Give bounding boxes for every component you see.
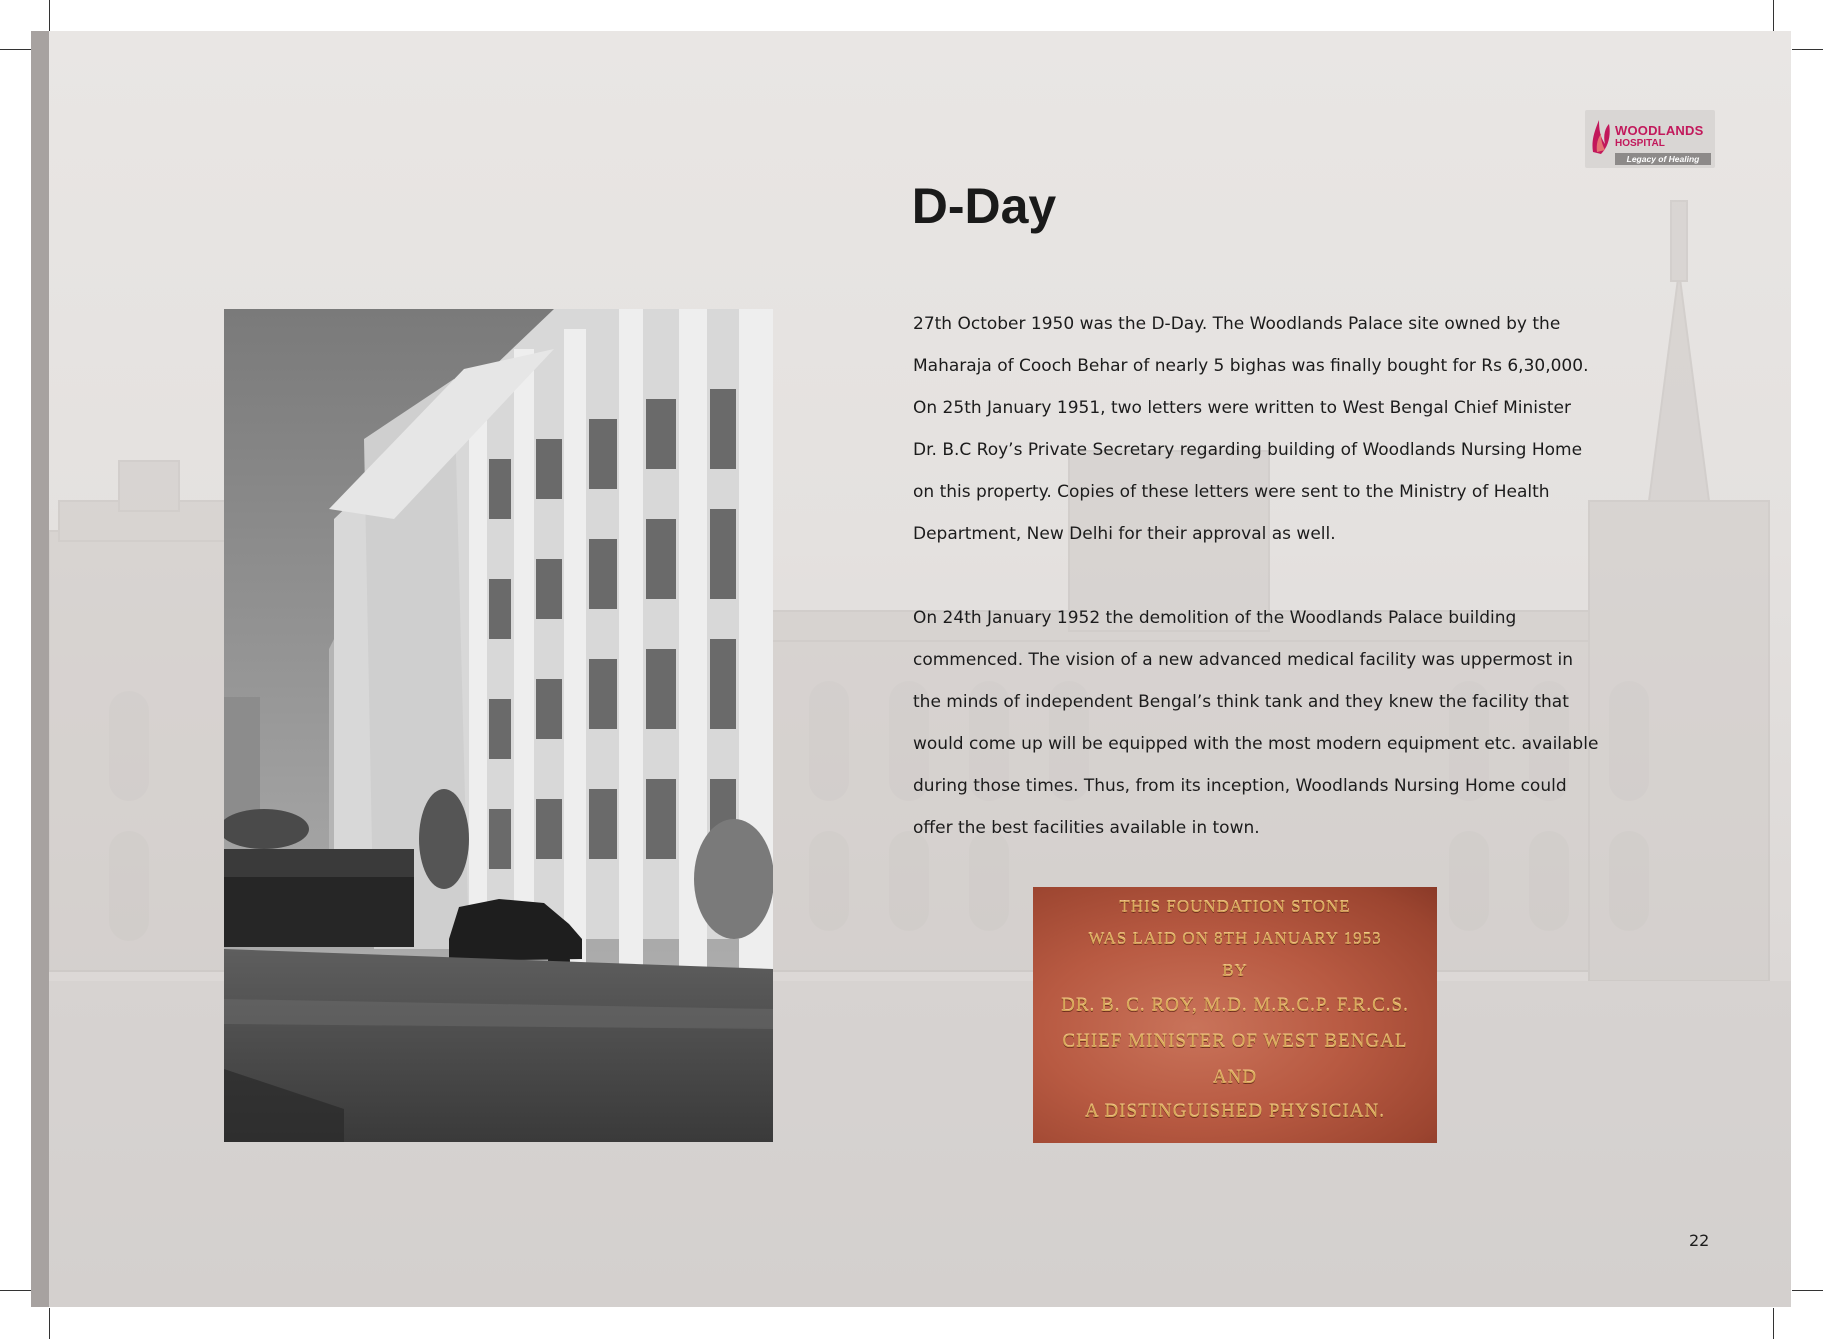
logo-flame-icon — [1589, 116, 1613, 156]
crop-mark — [1773, 0, 1774, 31]
page-spine — [31, 31, 49, 1307]
stone-inscription-line: WAS LAID ON 8TH JANUARY 1953 — [1088, 929, 1382, 948]
page — [49, 31, 1791, 1307]
stone-inscription-line: DR. B. C. ROY, M.D. M.R.C.P. F.R.C.S. — [1061, 995, 1409, 1016]
crop-mark — [1773, 1308, 1774, 1339]
text-line: Department, New Delhi for their approval as well. — [913, 524, 1336, 544]
stone-inscription-line: AND — [1212, 1067, 1258, 1088]
text-line: the minds of independent Bengal’s think tank and they knew the facility that — [913, 692, 1569, 712]
crop-mark — [1792, 1290, 1823, 1291]
crop-mark — [49, 0, 50, 31]
text-line: On 25th January 1951, two letters were written to West Bengal Chief Minister — [913, 398, 1571, 418]
page-number: 22 — [1689, 1231, 1710, 1250]
crop-mark — [49, 1308, 50, 1339]
text-line: On 24th January 1952 the demolition of the Woodlands Palace building — [913, 608, 1517, 628]
text-line: commenced. The vision of a new advanced medical facility was uppermost in — [913, 650, 1574, 670]
foundation-stone-photo — [1033, 887, 1437, 1143]
paragraph-d-day — [913, 303, 1633, 555]
woodlands-logo — [1585, 110, 1715, 168]
text-line: on this property. Copies of these letters were sent to the Ministry of Health — [913, 482, 1550, 502]
paragraph-demolition — [913, 597, 1633, 849]
stone-inscription-line: A DISTINGUISHED PHYSICIAN. — [1085, 1101, 1385, 1122]
text-line: would come up will be equipped with the most modern equipment etc. available — [913, 734, 1599, 754]
text-line: during those times. Thus, from its inception, Woodlands Nursing Home could — [913, 776, 1567, 796]
crop-mark — [0, 49, 31, 50]
crop-mark — [1792, 49, 1823, 50]
hospital-building-photo — [224, 309, 773, 1142]
text-line: Maharaja of Cooch Behar of nearly 5 bighas was finally bought for Rs 6,30,000. — [913, 356, 1589, 376]
page-title: D-Day — [911, 178, 1057, 234]
stone-inscription-line: CHIEF MINISTER OF WEST BENGAL — [1062, 1031, 1408, 1052]
article-text — [913, 303, 1633, 849]
text-line: offer the best facilities available in town. — [913, 818, 1260, 838]
text-line: 27th October 1950 was the D-Day. The Woodlands Palace site owned by the — [913, 314, 1561, 334]
stone-inscription-line: BY — [1222, 961, 1248, 980]
stone-inscription-line: THIS FOUNDATION STONE — [1119, 897, 1351, 916]
text-line: Dr. B.C Roy’s Private Secretary regarding building of Woodlands Nursing Home — [913, 440, 1583, 460]
crop-mark — [0, 1290, 31, 1291]
logo-tagline: Legacy of Healing — [1615, 153, 1711, 165]
logo-subtitle: HOSPITAL — [1615, 138, 1665, 149]
logo-name: WOODLANDS — [1615, 123, 1704, 138]
